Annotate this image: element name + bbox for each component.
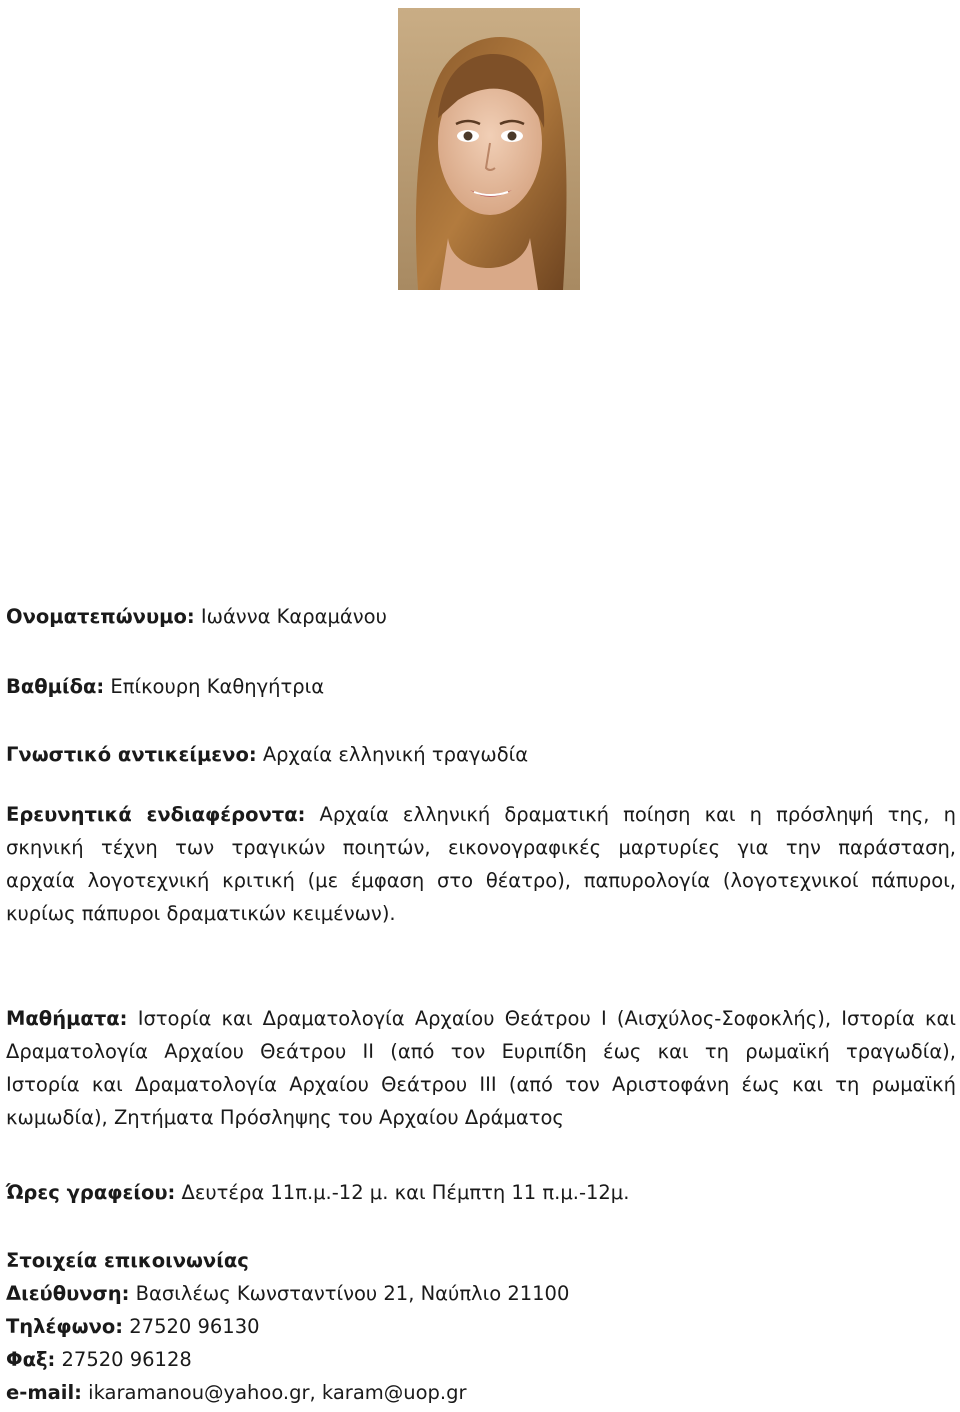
office-hours-label: Ώρες γραφείου: [6, 1181, 176, 1204]
profile-photo [398, 8, 580, 290]
name-row [6, 600, 956, 633]
courses-paragraph [6, 1002, 956, 1134]
fax-label: Φαξ: [6, 1348, 56, 1371]
address-label: Διεύθυνση: [6, 1282, 130, 1305]
phone-value: 27520 96130 [129, 1315, 260, 1338]
office-hours-value: Δευτέρα 11π.μ.-12 μ. και Πέμπτη 11 π.μ.-12μ. [181, 1181, 630, 1204]
name-label: Ονοματεπώνυμο: [6, 605, 195, 628]
courses-label: Μαθήματα: [6, 1007, 128, 1030]
contact-heading: Στοιχεία επικοινωνίας [6, 1249, 249, 1272]
research-label: Ερευνητικά ενδιαφέροντα: [6, 803, 306, 826]
research-line: σκηνική τέχνη των τραγικών ποιητών, εικονογραφικές μαρτυρίες για την παράσταση, [6, 836, 956, 859]
email-value[interactable]: ikaramanou@yahoo.gr, karam@uop.gr [88, 1381, 467, 1404]
rank-value: Επίκουρη Καθηγήτρια [110, 675, 325, 698]
rank-label: Βαθμίδα: [6, 675, 105, 698]
email-label: e-mail: [6, 1381, 82, 1404]
phone-label: Τηλέφωνο: [6, 1315, 124, 1338]
field-value: Αρχαία ελληνική τραγωδία [262, 743, 529, 766]
field-label: Γνωστικό αντικείμενο: [6, 743, 257, 766]
address-value: Βασιλέως Κωνσταντίνου 21, Ναύπλιο 21100 [135, 1282, 570, 1305]
research-line: αρχαία λογοτεχνική κριτική (με έμφαση στο θέατρο), παπυρολογία (λογοτεχνικοί πάπυροι, [6, 869, 956, 892]
courses-line: κωμωδία), Ζητήματα Πρόσληψης του Αρχαίου Δράματος [6, 1106, 564, 1129]
portrait-image [398, 8, 580, 290]
research-line: Αρχαία ελληνική δραματική ποίηση και η πρόσληψή της, η [319, 803, 956, 826]
courses-line: Ιστορία και Δραματολογία Αρχαίου Θεάτρου ΙΙΙ (από τον Αριστοφάνη έως και τη ρωμαϊκή [6, 1073, 956, 1096]
office-hours-row [6, 1176, 956, 1209]
rank-row [6, 670, 956, 703]
name-value: Ιωάννα Καραμάνου [200, 605, 387, 628]
courses-line: Ιστορία και Δραματολογία Αρχαίου Θεάτρου Ι (Αισχύλος-Σοφοκλής), Ιστορία και [137, 1007, 956, 1030]
contact-section [6, 1244, 956, 1409]
field-row [6, 738, 956, 771]
courses-line: Δραματολογία Αρχαίου Θεάτρου ΙΙ (από τον Ευριπίδη έως και τη ρωμαϊκή τραγωδία), [6, 1040, 956, 1063]
research-line: κυρίως πάπυροι δραματικών κειμένων). [6, 902, 396, 925]
fax-value: 27520 96128 [61, 1348, 192, 1371]
research-paragraph [6, 798, 956, 930]
